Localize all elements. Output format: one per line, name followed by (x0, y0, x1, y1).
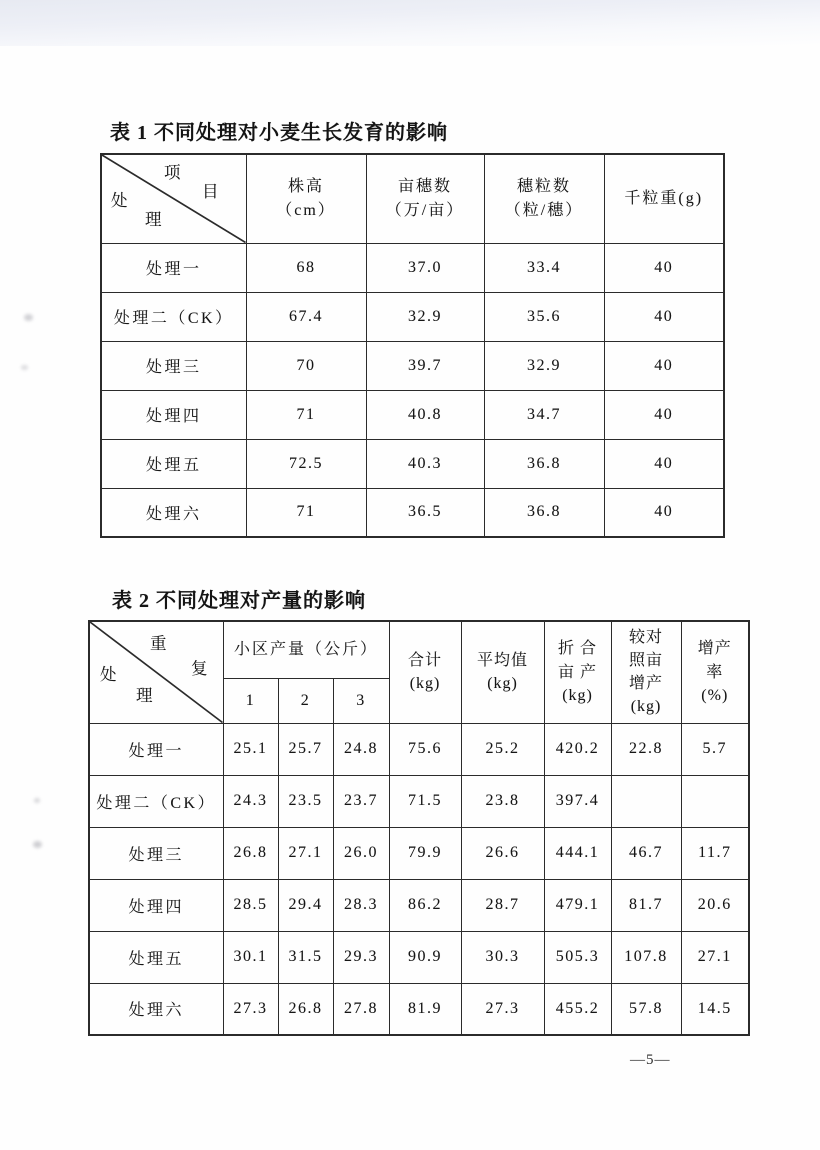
table-cell: 20.6 (681, 879, 749, 931)
table-row (101, 243, 724, 292)
table-cell: 505.3 (544, 931, 611, 983)
table-cell: 29.4 (278, 879, 333, 931)
table-cell (681, 775, 749, 827)
table-cell (611, 775, 681, 827)
table-cell: 25.2 (461, 723, 544, 775)
table-cell: 28.5 (223, 879, 278, 931)
column-header-line: 率 (706, 663, 724, 681)
column-header-line: (kg) (409, 675, 441, 693)
table-cell: 86.2 (389, 879, 461, 931)
table-cell: 79.9 (389, 827, 461, 879)
column-header-line: 穗粒数 (516, 177, 571, 195)
scan-smudge (34, 798, 40, 803)
table-cell: 27.8 (333, 983, 389, 1035)
growth-table (100, 153, 725, 538)
row-label: 处理二（CK） (101, 292, 246, 341)
table-cell: 39.7 (366, 341, 484, 390)
table-cell: 444.1 (544, 827, 611, 879)
scan-smudge (33, 841, 42, 848)
table-cell: 28.3 (333, 879, 389, 931)
column-header (611, 621, 681, 723)
corner-bottom-label: 理 (145, 210, 162, 229)
column-header (366, 154, 484, 243)
table-cell: 27.3 (223, 983, 278, 1035)
diagonal-header-cell (101, 154, 246, 243)
growth-table-header-row (101, 154, 724, 243)
column-header-line: （万/亩） (385, 201, 465, 219)
column-header-line: （cm） (276, 201, 336, 219)
replicate-column-header: 2 (278, 678, 333, 723)
column-header (544, 621, 611, 723)
table-row (101, 292, 724, 341)
table-cell: 36.8 (484, 439, 604, 488)
row-label: 处理二（CK） (89, 775, 223, 827)
row-label: 处理四 (89, 879, 223, 931)
table-cell: 30.3 (461, 931, 544, 983)
scan-smudge (24, 314, 33, 321)
table-row (101, 390, 724, 439)
column-header-line: 平均值 (477, 652, 529, 670)
table-cell: 81.7 (611, 879, 681, 931)
table-cell: 81.9 (389, 983, 461, 1035)
column-header-line: 折 合 (558, 640, 598, 658)
column-header-line: (kg) (562, 686, 593, 704)
table-cell: 75.6 (389, 723, 461, 775)
column-header-line: （粒/穗） (504, 201, 584, 219)
row-label: 处理六 (89, 983, 223, 1035)
table-cell: 40.8 (366, 390, 484, 439)
corner-top-label: 重 (150, 634, 167, 653)
table-cell: 57.8 (611, 983, 681, 1035)
table-cell: 90.9 (389, 931, 461, 983)
corner-bottom-label: 理 (136, 686, 153, 705)
table-cell: 29.3 (333, 931, 389, 983)
column-header-line: (kg) (487, 675, 518, 693)
column-header (461, 621, 544, 723)
column-header-line: 较对 (629, 628, 664, 646)
column-header (604, 154, 724, 243)
column-header (681, 621, 749, 723)
table-cell: 23.5 (278, 775, 333, 827)
row-label: 处理五 (101, 439, 246, 488)
table-cell: 479.1 (544, 879, 611, 931)
table-cell: 40 (604, 390, 724, 439)
column-header-line: 合计 (408, 652, 443, 670)
table-cell: 24.8 (333, 723, 389, 775)
table-cell: 455.2 (544, 983, 611, 1035)
table-row (89, 879, 749, 931)
row-label: 处理三 (101, 341, 246, 390)
table-cell: 34.7 (484, 390, 604, 439)
yield-table (88, 620, 750, 1036)
table-cell: 420.2 (544, 723, 611, 775)
scan-shadow-band (0, 0, 820, 46)
table-cell: 68 (246, 243, 366, 292)
table-cell: 71 (246, 488, 366, 537)
row-label: 处理三 (89, 827, 223, 879)
corner-top-label: 复 (191, 659, 208, 678)
replicate-column-header: 3 (333, 678, 389, 723)
table-cell: 107.8 (611, 931, 681, 983)
table-cell: 70 (246, 341, 366, 390)
table-row (89, 723, 749, 775)
row-label: 处理五 (89, 931, 223, 983)
column-header-line: 千粒重(g) (624, 189, 704, 207)
page-number: —5— (630, 1052, 671, 1068)
diagonal-header-cell (89, 621, 223, 723)
table-cell: 31.5 (278, 931, 333, 983)
row-label: 处理四 (101, 390, 246, 439)
table-cell: 67.4 (246, 292, 366, 341)
table-cell: 397.4 (544, 775, 611, 827)
column-header-line: 亩 产 (558, 663, 598, 681)
table-cell: 35.6 (484, 292, 604, 341)
table-cell: 27.3 (461, 983, 544, 1035)
table-cell: 32.9 (484, 341, 604, 390)
column-header-line: (kg) (630, 698, 662, 716)
table-cell: 24.3 (223, 775, 278, 827)
column-header (246, 154, 366, 243)
table-row (89, 827, 749, 879)
column-header-line: 株高 (287, 177, 324, 195)
corner-top-label: 项 (164, 163, 181, 182)
table-cell: 40 (604, 243, 724, 292)
row-label: 处理一 (101, 243, 246, 292)
table-cell: 26.8 (278, 983, 333, 1035)
table-row (101, 439, 724, 488)
row-label: 处理一 (89, 723, 223, 775)
table-cell: 32.9 (366, 292, 484, 341)
corner-top-label: 目 (202, 182, 219, 201)
replicate-column-header: 1 (223, 678, 278, 723)
table-cell: 36.5 (366, 488, 484, 537)
row-label: 处理六 (101, 488, 246, 537)
group-column-header-label: 小区产量（公斤） (234, 640, 379, 658)
column-header (484, 154, 604, 243)
table1-title: 表 1 不同处理对小麦生长发育的影响 (110, 122, 448, 144)
table-cell: 23.7 (333, 775, 389, 827)
table-row (89, 983, 749, 1035)
table-cell: 23.8 (461, 775, 544, 827)
table-row (101, 341, 724, 390)
table-cell: 40 (604, 292, 724, 341)
table-cell: 33.4 (484, 243, 604, 292)
table-cell: 25.7 (278, 723, 333, 775)
table-row (89, 931, 749, 983)
table-cell: 46.7 (611, 827, 681, 879)
table-cell: 11.7 (681, 827, 749, 879)
column-header-line: (%) (701, 686, 729, 704)
column-header-line: 增产 (697, 640, 732, 658)
column-header-line: 增产 (629, 675, 664, 693)
table-cell: 26.6 (461, 827, 544, 879)
table2-title: 表 2 不同处理对产量的影响 (112, 590, 366, 612)
table-cell: 40 (604, 488, 724, 537)
column-header-line: 照亩 (629, 652, 664, 670)
table-cell: 27.1 (278, 827, 333, 879)
table-cell: 26.8 (223, 827, 278, 879)
group-column-header (223, 621, 389, 678)
table-cell: 26.0 (333, 827, 389, 879)
yield-table-header-row (89, 621, 749, 678)
corner-bottom-label: 处 (111, 191, 128, 210)
table-cell: 27.1 (681, 931, 749, 983)
column-header (389, 621, 461, 723)
table-cell: 30.1 (223, 931, 278, 983)
table-cell: 71.5 (389, 775, 461, 827)
table-cell: 5.7 (681, 723, 749, 775)
table-cell: 37.0 (366, 243, 484, 292)
table-cell: 40 (604, 439, 724, 488)
table-row (101, 488, 724, 537)
table-cell: 22.8 (611, 723, 681, 775)
table-cell: 28.7 (461, 879, 544, 931)
table-cell: 40.3 (366, 439, 484, 488)
table-cell: 36.8 (484, 488, 604, 537)
corner-bottom-label: 处 (100, 665, 117, 684)
table-cell: 14.5 (681, 983, 749, 1035)
table-row (89, 775, 749, 827)
table-cell: 25.1 (223, 723, 278, 775)
column-header-line: 亩穗数 (397, 177, 452, 195)
table-cell: 71 (246, 390, 366, 439)
scan-smudge (21, 365, 28, 370)
table-cell: 40 (604, 341, 724, 390)
table-cell: 72.5 (246, 439, 366, 488)
